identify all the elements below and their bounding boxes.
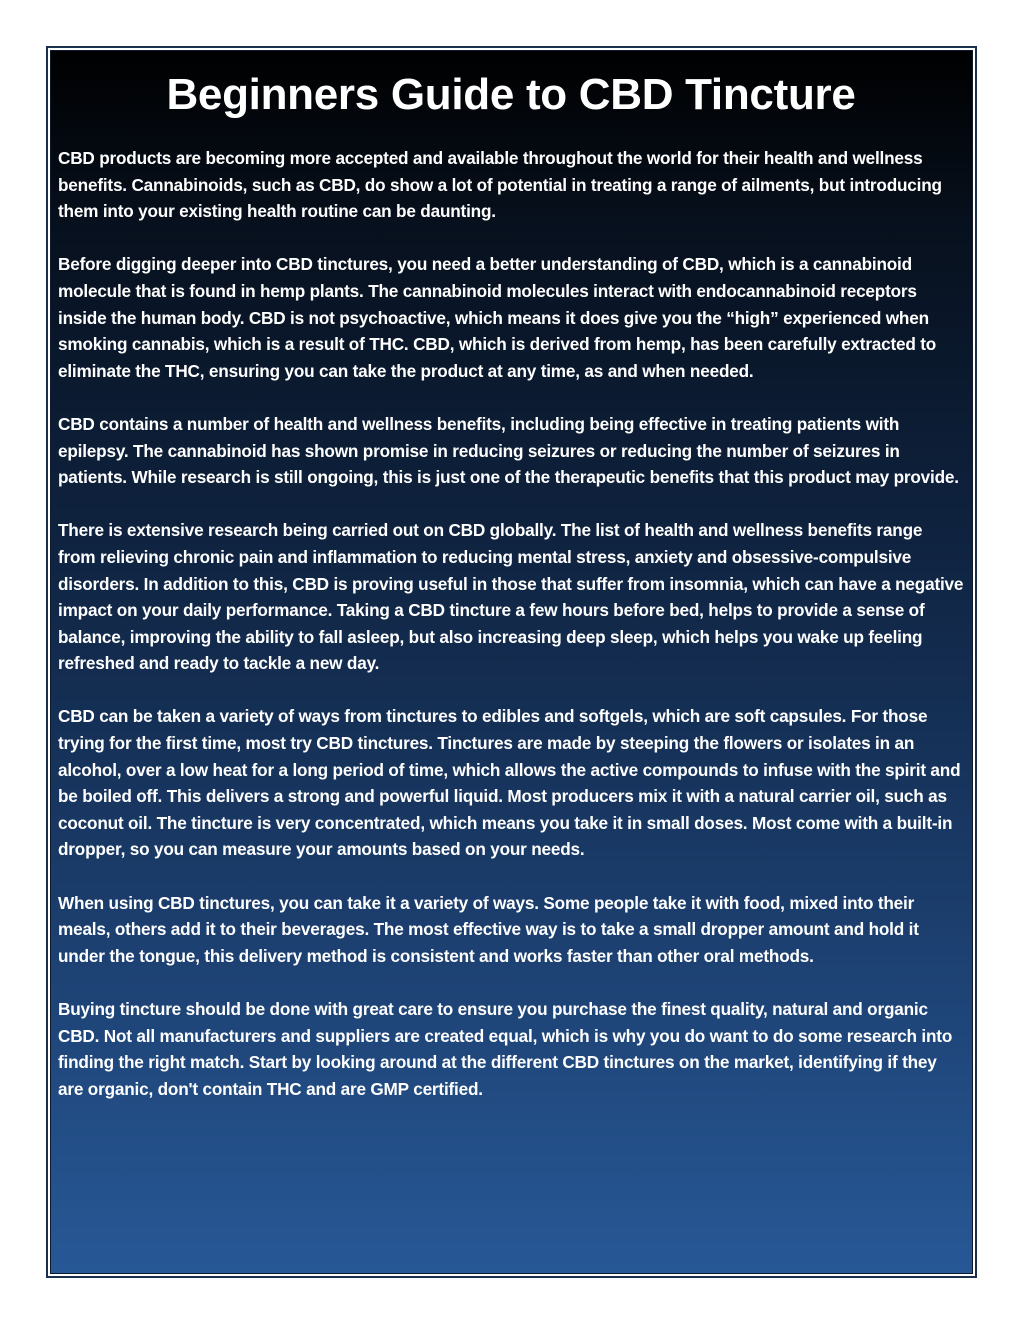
paragraph-buying-tincture: Buying tincture should be done with great care to ensure you purchase the finest quality, natural and organic CBD. Not all manufacturers and suppliers are created equal, which is why you do want to do some research into finding the right match. Start by looking around at the different CBD tinctures on the market, identifying if they are organic, don't contain THC and are GMP certified. — [58, 999, 953, 1099]
paragraph-research-benefits: There is extensive research being carried out on CBD globally. The list of health and wellness benefits range from relieving chronic pain and inflammation to reducing mental stress, anxiety and obsessive-compulsive disorders. In addition to this, CBD is proving useful in those that suffer from insomnia, which can have a negative impact on your daily performance. Taking a CBD tincture a few hours before bed, helps to provide a sense of balance, improving the ability to fall asleep, but also increasing deep sleep, which helps you wake up feeling refreshed and ready to tackle a new day. — [58, 520, 964, 674]
paragraph-what-is-cbd: Before digging deeper into CBD tinctures, you need a better understanding of CBD, which is a cannabinoid molecule that is found in hemp plants. The cannabinoid molecules interact with endocannabinoid receptors inside the human body. CBD is not psychoactive, which means it does give you the “high” experienced when smoking cannabis, which is a result of THC. CBD, which is derived from hemp, has been carefully extracted to eliminate the THC, ensuring you can take the product at any time, as and when needed. — [58, 254, 937, 381]
paragraph-ways-to-take: CBD can be taken a variety of ways from tinctures to edibles and softgels, which are soft capsules. For those trying for the first time, most try CBD tinctures. Tinctures are made by steeping the flowers or isolates in an alcohol, over a low heat for a long period of time, which allows the active compounds to infuse with the spirit and be boiled off. This delivers a strong and powerful liquid. Most producers mix it with a natural carrier oil, such as coconut oil. The tincture is very concentrated, which means you take it in small doses. Most come with a built-in dropper, so you can measure your amounts based on your needs. — [58, 706, 961, 860]
page-title: Beginners Guide to CBD Tincture — [166, 70, 856, 119]
paragraph-intro: CBD products are becoming more accepted and available throughout the world for their health and wellness benefits. Cannabinoids, such as CBD, do show a lot of potential in treating a range of ailments, but introducing them into your existing health routine can be daunting. — [58, 148, 942, 222]
page-frame — [46, 46, 977, 1278]
paragraph-epilepsy-benefits: CBD contains a number of health and wellness benefits, including being effective in treating patients with epilepsy. The cannabinoid has shown promise in reducing seizures or reducing the number of seizures in patients. While research is still ongoing, this is just one of the therapeutic benefits that this product may provide. — [58, 413, 959, 488]
paragraph-using-tinctures: When using CBD tinctures, you can take it a variety of ways. Some people take it with food, mixed into their meals, others add it to their beverages. The most effective way is to take a small dropper amount and hold it under the tongue, this delivery method is consistent and works faster than other oral methods. — [58, 892, 919, 966]
poster-panel — [50, 50, 973, 1274]
